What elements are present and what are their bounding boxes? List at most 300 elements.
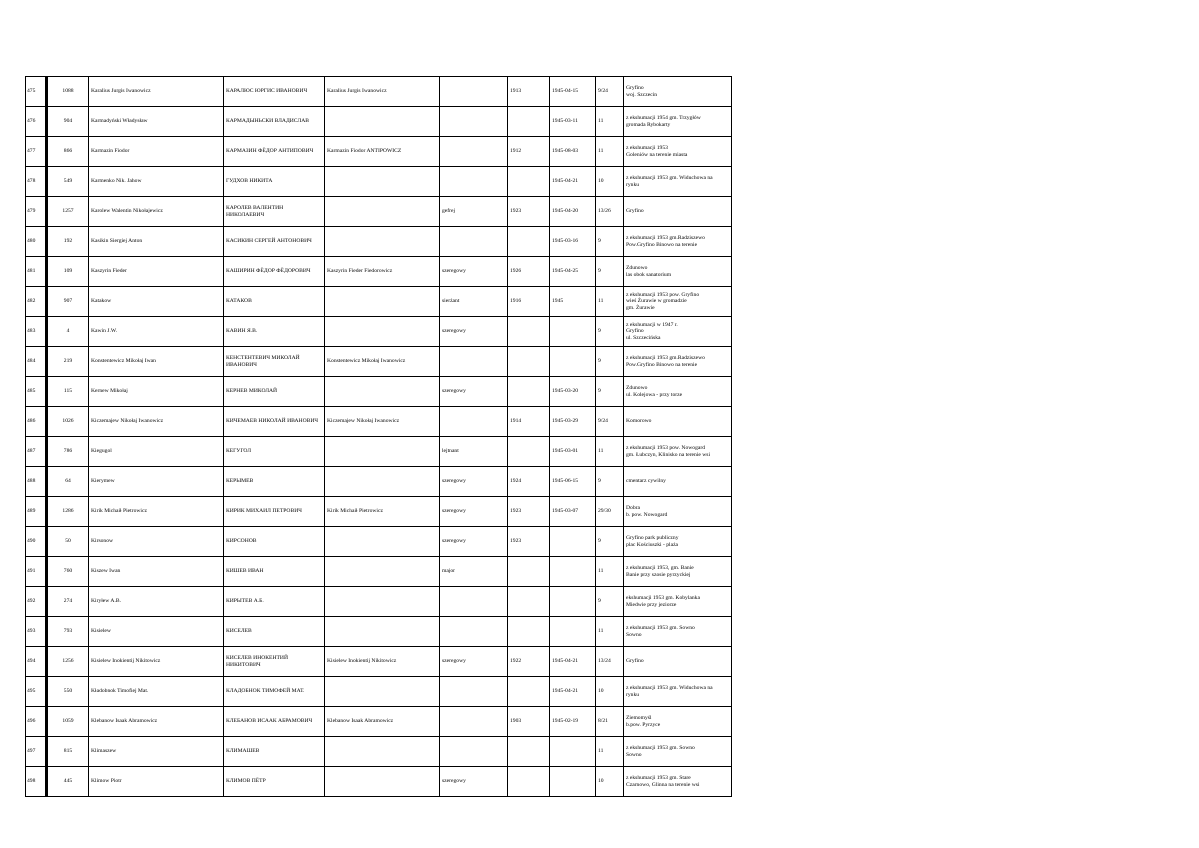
alternate-name-cell <box>325 737 440 767</box>
birth-year-cell: 1924 <box>508 467 550 497</box>
death-date-cell: 1945-03-11 <box>550 107 596 137</box>
death-date-cell: 1945-04-21 <box>550 677 596 707</box>
burial-place-line: Miedwie przy jeziorze <box>626 601 677 608</box>
alternate-name-cell <box>325 197 440 227</box>
burial-place-line: b.pow. Pyrzyce <box>626 721 661 728</box>
row-number-cell: 488 <box>26 467 47 497</box>
record-id-cell: 64 <box>47 467 89 497</box>
birth-year-cell <box>508 317 550 347</box>
latin-name-cell: Karalius Jurgis Iwanowicz <box>89 77 224 107</box>
burial-place-line: z ekshumacji w 1947 r. <box>626 321 678 328</box>
register-rows <box>26 77 732 797</box>
latin-name-cell: Katakow <box>89 287 224 317</box>
alternate-name-cell <box>325 557 440 587</box>
latin-name-cell: Kiszew Iwan <box>89 557 224 587</box>
alternate-name-cell: Kaszyrin Fieder Fiedorowicz <box>325 257 440 287</box>
burial-place-line: b. pow. Nowogard <box>626 511 668 518</box>
rank-cell: szeregowy <box>440 497 508 527</box>
latin-name-cell: Kawin J.W. <box>89 317 224 347</box>
burial-place-cell <box>624 167 732 197</box>
burial-place-cell <box>624 617 732 647</box>
burial-place-line: z ekshumacji 1953 gm. Sowno <box>626 745 695 752</box>
table-row <box>26 197 732 227</box>
table-row <box>26 347 732 377</box>
death-date-cell: 1945-04-25 <box>550 257 596 287</box>
cyrillic-name-cell: КЛАДОБНОК ТИМОФЕЙ МАТ. <box>224 677 325 707</box>
birth-year-cell <box>508 767 550 797</box>
table-row <box>26 557 732 587</box>
rank-cell <box>440 347 508 377</box>
cyrillic-name-cell: КАШИРИН ФЁДОР ФЁДОРОВИЧ <box>224 257 325 287</box>
burial-place-line: wieś Żurawie w gromadzie <box>626 298 687 305</box>
burial-place-line: Pow.Gryfino Binowo na terenie <box>626 241 698 248</box>
row-number-cell: 479 <box>26 197 47 227</box>
alternate-name-cell <box>325 617 440 647</box>
burial-place-line: gm. Łubczyn, Klinisko na terenie wsi <box>626 451 711 458</box>
table-row <box>26 137 732 167</box>
grave-number-cell: 8/21 <box>596 707 624 737</box>
latin-name-cell: Kisielew Inokientij Nikitowicz <box>89 647 224 677</box>
grave-number-cell: 10 <box>596 767 624 797</box>
burial-place-cell <box>624 767 732 797</box>
cyrillic-name-cell: КАВИН Я.В. <box>224 317 325 347</box>
burial-place-cell <box>624 437 732 467</box>
death-date-cell <box>550 617 596 647</box>
table-row <box>26 167 732 197</box>
row-number-cell: 477 <box>26 137 47 167</box>
grave-number-cell: 9 <box>596 527 624 557</box>
burial-place-cell <box>624 137 732 167</box>
burial-place-line: Banie przy szosie pyrzyckiej <box>626 571 691 578</box>
cyrillic-name-cell: КЛЕБАНОВ ИСААК АБРАМОВИЧ <box>224 707 325 737</box>
row-number-cell: 493 <box>26 617 47 647</box>
burial-place-cell <box>624 197 732 227</box>
birth-year-cell <box>508 347 550 377</box>
grave-number-cell: 13/24 <box>596 647 624 677</box>
row-number-cell: 482 <box>26 287 47 317</box>
latin-name-cell: Kernew Mikołaj <box>89 377 224 407</box>
grave-number-cell: 9 <box>596 467 624 497</box>
burial-place-line: Gryfino <box>626 208 644 215</box>
latin-name-cell: Kładobnok Timofiej Mat. <box>89 677 224 707</box>
cyrillic-name-cell: КАРМАДЫНЬСКИ ВЛАДИСЛАВ <box>224 107 325 137</box>
cyrillic-name-cell: КИРИК МИХАИЛ ПЕТРОВИЧ <box>224 497 325 527</box>
burial-place-cell <box>624 647 732 677</box>
grave-number-cell: 9 <box>596 257 624 287</box>
burial-place-cell <box>624 497 732 527</box>
death-date-cell <box>550 767 596 797</box>
grave-number-cell: 11 <box>596 137 624 167</box>
death-date-cell: 1945-08-03 <box>550 137 596 167</box>
latin-name-cell: Karmadyński Władysław <box>89 107 224 137</box>
birth-year-cell: 1922 <box>508 647 550 677</box>
birth-year-cell <box>508 227 550 257</box>
table-row <box>26 287 732 317</box>
latin-name-cell: Kiczemajew Nikołaj Iwanowicz <box>89 407 224 437</box>
birth-year-cell: 1916 <box>508 287 550 317</box>
rank-cell <box>440 167 508 197</box>
rank-cell: szeregowy <box>440 767 508 797</box>
burial-place-line: Zdunowo <box>626 385 648 392</box>
cyrillic-name-cell: КАРМАЗИН ФЁДОР АНТИПОВИЧ <box>224 137 325 167</box>
burial-place-line: Sowno <box>626 631 642 638</box>
burial-place-cell <box>624 587 732 617</box>
grave-number-cell: 9 <box>596 227 624 257</box>
grave-number-cell: 9 <box>596 377 624 407</box>
grave-number-cell: 9 <box>596 317 624 347</box>
latin-name-cell: Kirsonow <box>89 527 224 557</box>
alternate-name-cell <box>325 767 440 797</box>
rank-cell: sierżant <box>440 287 508 317</box>
burial-place-cell <box>624 317 732 347</box>
row-number-cell: 494 <box>26 647 47 677</box>
burial-place-line: Komorowo <box>626 418 652 425</box>
table-row <box>26 227 732 257</box>
burial-register-table <box>25 76 732 797</box>
record-id-cell: 1088 <box>47 77 89 107</box>
row-number-cell: 490 <box>26 527 47 557</box>
rank-cell <box>440 737 508 767</box>
death-date-cell: 1945-03-01 <box>550 437 596 467</box>
record-id-cell: 1059 <box>47 707 89 737</box>
record-id-cell: 907 <box>47 287 89 317</box>
alternate-name-cell <box>325 317 440 347</box>
row-number-cell: 495 <box>26 677 47 707</box>
birth-year-cell <box>508 167 550 197</box>
table-row <box>26 677 732 707</box>
table-row <box>26 407 732 437</box>
grave-number-cell: 10 <box>596 167 624 197</box>
table-row <box>26 617 732 647</box>
table-row <box>26 467 732 497</box>
latin-name-cell: Karmazin Fiodor <box>89 137 224 167</box>
table-row <box>26 437 732 467</box>
grave-number-cell: 9/24 <box>596 77 624 107</box>
burial-place-cell <box>624 107 732 137</box>
rank-cell <box>440 617 508 647</box>
rank-cell: lejtnant <box>440 437 508 467</box>
row-number-cell: 476 <box>26 107 47 137</box>
row-number-cell: 478 <box>26 167 47 197</box>
latin-name-cell: Kaszyrin Fieder <box>89 257 224 287</box>
death-date-cell: 1945-04-21 <box>550 167 596 197</box>
burial-place-line: rynku <box>626 691 640 698</box>
burial-place-cell <box>624 467 732 497</box>
burial-place-line: z ekshumacji 1953, gm. Banie <box>626 565 694 572</box>
row-number-cell: 496 <box>26 707 47 737</box>
death-date-cell: 1945-03-07 <box>550 497 596 527</box>
rank-cell <box>440 707 508 737</box>
birth-year-cell <box>508 377 550 407</box>
rank-cell: szeregowy <box>440 257 508 287</box>
table-row <box>26 647 732 677</box>
grave-number-cell: 11 <box>596 437 624 467</box>
burial-place-line: z ekshumacji 1954 gm. Trzygłów <box>626 115 701 122</box>
birth-year-cell: 1903 <box>508 707 550 737</box>
alternate-name-cell <box>325 167 440 197</box>
cyrillic-name-cell: КИСЕЛЕВ <box>224 617 325 647</box>
latin-name-cell: Kasikin Siergiej Anton <box>89 227 224 257</box>
birth-year-cell: 1923 <box>508 497 550 527</box>
burial-place-line: woj. Szczecin <box>626 91 658 98</box>
burial-place-line: Gryfino <box>626 328 644 335</box>
rank-cell <box>440 677 508 707</box>
alternate-name-cell <box>325 227 440 257</box>
cyrillic-name-cell: КЕРЫМЕВ <box>224 467 325 497</box>
burial-place-cell <box>624 257 732 287</box>
grave-number-cell: 9 <box>596 347 624 377</box>
cyrillic-name-cell: КИСЕЛЕВ ИНОКЕНТИЙ НИКИТОВИЧ <box>224 647 325 677</box>
alternate-name-cell <box>325 437 440 467</box>
death-date-cell: 1945-02-19 <box>550 707 596 737</box>
row-number-cell: 483 <box>26 317 47 347</box>
record-id-cell: 550 <box>47 677 89 707</box>
death-date-cell: 1945-04-15 <box>550 77 596 107</box>
table-row <box>26 527 732 557</box>
alternate-name-cell: Kisielew Inokientij Nikitowicz <box>325 647 440 677</box>
burial-place-line: Goleniów na terenie miasta <box>626 151 688 158</box>
burial-place-line: z ekshumacji 1953 <box>626 145 668 152</box>
rank-cell: szeregowy <box>440 647 508 677</box>
burial-place-cell <box>624 677 732 707</box>
record-id-cell: 904 <box>47 107 89 137</box>
alternate-name-cell: Klebanow Isaak Abramowicz <box>325 707 440 737</box>
burial-place-line: Gryfino park publiczny <box>626 535 679 542</box>
table-row <box>26 377 732 407</box>
burial-place-cell <box>624 287 732 317</box>
birth-year-cell <box>508 107 550 137</box>
death-date-cell <box>550 527 596 557</box>
grave-number-cell: 11 <box>596 287 624 317</box>
cyrillic-name-cell: КИРСОНОВ <box>224 527 325 557</box>
burial-place-line: cmentarz cywilny <box>626 478 666 485</box>
burial-place-line: Pow.Gryfino Binowo na terenie <box>626 361 698 368</box>
grave-number-cell: 10 <box>596 677 624 707</box>
cyrillic-name-cell: КИШЕВ ИВАН <box>224 557 325 587</box>
burial-place-cell <box>624 377 732 407</box>
burial-place-cell <box>624 557 732 587</box>
grave-number-cell: 9 <box>596 587 624 617</box>
death-date-cell: 1945-06-15 <box>550 467 596 497</box>
grave-number-cell: 29/30 <box>596 497 624 527</box>
death-date-cell: 1945-03-20 <box>550 377 596 407</box>
alternate-name-cell <box>325 527 440 557</box>
burial-place-line: z ekshumacji 1953 pow. Gryfino <box>626 291 700 298</box>
rank-cell <box>440 587 508 617</box>
latin-name-cell: Klimaszew <box>89 737 224 767</box>
rank-cell: major <box>440 557 508 587</box>
rank-cell: szeregowy <box>440 527 508 557</box>
birth-year-cell: 1914 <box>508 407 550 437</box>
grave-number-cell: 13/26 <box>596 197 624 227</box>
cyrillic-name-cell: КЛИМАШЕВ <box>224 737 325 767</box>
record-id-cell: 1286 <box>47 497 89 527</box>
alternate-name-cell <box>325 287 440 317</box>
alternate-name-cell: Karmazin Fiodor ANTIPOWICZ <box>325 137 440 167</box>
rank-cell <box>440 77 508 107</box>
latin-name-cell: Konstentewicz Mikołaj Iwan <box>89 347 224 377</box>
death-date-cell: 1945-04-20 <box>550 197 596 227</box>
burial-place-line: Czarnowo, Glinna na terenie wsi <box>626 781 700 788</box>
burial-place-cell <box>624 737 732 767</box>
cyrillic-name-cell: КАТАКОВ <box>224 287 325 317</box>
table-row <box>26 497 732 527</box>
record-id-cell: 866 <box>47 137 89 167</box>
latin-name-cell: Kirik Michaił Pietrowicz <box>89 497 224 527</box>
burial-place-line: Gryfino <box>626 658 644 665</box>
row-number-cell: 491 <box>26 557 47 587</box>
table-row <box>26 107 732 137</box>
burial-place-line: z ekshumacji 1953 pow. Nowogard <box>626 445 706 452</box>
latin-name-cell: Karolew Walentin Nikołajewicz <box>89 197 224 227</box>
table-row <box>26 587 732 617</box>
alternate-name-cell: Kiczemajew Nikołaj Iwanowicz <box>325 407 440 437</box>
rank-cell: gefrej <box>440 197 508 227</box>
alternate-name-cell: Konstentewicz Mikołaj Iwanowicz <box>325 347 440 377</box>
row-number-cell: 487 <box>26 437 47 467</box>
rank-cell: szeregowy <box>440 317 508 347</box>
burial-place-line: rynku <box>626 181 640 188</box>
cyrillic-name-cell: ГУДХОВ НИКИТА <box>224 167 325 197</box>
record-id-cell: 192 <box>47 227 89 257</box>
row-number-cell: 485 <box>26 377 47 407</box>
burial-place-cell <box>624 707 732 737</box>
record-id-cell: 109 <box>47 257 89 287</box>
burial-place-cell <box>624 227 732 257</box>
row-number-cell: 486 <box>26 407 47 437</box>
record-id-cell: 793 <box>47 617 89 647</box>
grave-number-cell: 11 <box>596 107 624 137</box>
row-number-cell: 497 <box>26 737 47 767</box>
burial-place-cell <box>624 77 732 107</box>
birth-year-cell: 1923 <box>508 527 550 557</box>
rank-cell: szeregowy <box>440 467 508 497</box>
latin-name-cell: Kiegugol <box>89 437 224 467</box>
record-id-cell: 1026 <box>47 407 89 437</box>
cyrillic-name-cell: КЕНСТЕНТЕВИЧ МИКОЛАЙ ИВАНОВИЧ <box>224 347 325 377</box>
grave-number-cell: 11 <box>596 557 624 587</box>
death-date-cell <box>550 317 596 347</box>
birth-year-cell: 1913 <box>508 77 550 107</box>
alternate-name-cell <box>325 587 440 617</box>
death-date-cell <box>550 587 596 617</box>
rank-cell <box>440 227 508 257</box>
record-id-cell: 115 <box>47 377 89 407</box>
burial-place-cell <box>624 347 732 377</box>
death-date-cell <box>550 557 596 587</box>
grave-number-cell: 9/24 <box>596 407 624 437</box>
alternate-name-cell <box>325 107 440 137</box>
cyrillic-name-cell: КИРЫТЕВ А.Б. <box>224 587 325 617</box>
table-row <box>26 767 732 797</box>
burial-place-line: Gryfino <box>626 85 644 92</box>
burial-place-line: plac Kościuszki - plaża <box>626 541 679 548</box>
cyrillic-name-cell: КАРАЛЮС ЮРГИС ИВАНОВИЧ <box>224 77 325 107</box>
latin-name-cell: Klimow Piotr <box>89 767 224 797</box>
row-number-cell: 484 <box>26 347 47 377</box>
grave-number-cell: 11 <box>596 737 624 767</box>
row-number-cell: 498 <box>26 767 47 797</box>
burial-place-cell <box>624 527 732 557</box>
alternate-name-cell: Karalius Jurgis Iwanowicz <box>325 77 440 107</box>
burial-place-line: gm. Żurawie <box>626 304 655 311</box>
row-number-cell: 480 <box>26 227 47 257</box>
death-date-cell <box>550 737 596 767</box>
rank-cell <box>440 107 508 137</box>
row-number-cell: 492 <box>26 587 47 617</box>
burial-place-line: z ekshumacji 1953 gm.Radziszewo <box>626 235 705 242</box>
burial-place-line: las obok sanatorium <box>626 271 672 278</box>
record-id-cell: 274 <box>47 587 89 617</box>
birth-year-cell <box>508 677 550 707</box>
alternate-name-cell: Kirik Michaił Pietrowicz <box>325 497 440 527</box>
row-number-cell: 481 <box>26 257 47 287</box>
birth-year-cell: 1926 <box>508 257 550 287</box>
cyrillic-name-cell: КАРОЛЕВ ВАЛЕНТИН НИКОЛАЕВИЧ <box>224 197 325 227</box>
birth-year-cell: 1912 <box>508 137 550 167</box>
latin-name-cell: Kierymew <box>89 467 224 497</box>
record-id-cell: 1256 <box>47 647 89 677</box>
birth-year-cell <box>508 737 550 767</box>
birth-year-cell <box>508 587 550 617</box>
death-date-cell: 1945-04-21 <box>550 647 596 677</box>
record-id-cell: 786 <box>47 437 89 467</box>
latin-name-cell: Karmenko Nik. Jahow <box>89 167 224 197</box>
burial-place-cell <box>624 407 732 437</box>
latin-name-cell: Kisielew <box>89 617 224 647</box>
row-number-cell: 489 <box>26 497 47 527</box>
burial-place-line: z ekshumacji 1953 gm. Widuchowa na <box>626 175 713 182</box>
grave-number-cell: 11 <box>596 617 624 647</box>
cyrillic-name-cell: КИЧЕМАЕВ НИКОЛАЙ ИВАНОВИЧ <box>224 407 325 437</box>
latin-name-cell: Kiryłew A.B. <box>89 587 224 617</box>
death-date-cell <box>550 347 596 377</box>
birth-year-cell: 1923 <box>508 197 550 227</box>
alternate-name-cell <box>325 677 440 707</box>
burial-place-line: Sowno <box>626 751 642 758</box>
table-row <box>26 317 732 347</box>
burial-place-line: Ziemomyśl <box>626 715 652 722</box>
burial-place-line: z ekshumacji 1953 gm.Radziszewo <box>626 355 705 362</box>
death-date-cell: 1945 <box>550 287 596 317</box>
record-id-cell: 4 <box>47 317 89 347</box>
row-number-cell: 475 <box>26 77 47 107</box>
record-id-cell: 219 <box>47 347 89 377</box>
cyrillic-name-cell: КЛИМОВ ПЁТР <box>224 767 325 797</box>
record-id-cell: 50 <box>47 527 89 557</box>
record-id-cell: 549 <box>47 167 89 197</box>
record-id-cell: 445 <box>47 767 89 797</box>
alternate-name-cell <box>325 467 440 497</box>
burial-place-line: Zdunowo <box>626 265 648 272</box>
record-id-cell: 760 <box>47 557 89 587</box>
table-row <box>26 737 732 767</box>
burial-place-line: ekshumacji 1953 gm. Kobylanka <box>626 595 700 602</box>
burial-place-line: z ekshumacji 1953 gm. Stare <box>626 775 691 782</box>
rank-cell: szeregowy <box>440 377 508 407</box>
cyrillic-name-cell: КЕРНЕВ МИКОЛАЙ <box>224 377 325 407</box>
table-row <box>26 77 732 107</box>
birth-year-cell <box>508 437 550 467</box>
death-date-cell: 1945-03-16 <box>550 227 596 257</box>
burial-place-line: Dobra <box>626 505 640 512</box>
record-id-cell: 1257 <box>47 197 89 227</box>
table-row <box>26 257 732 287</box>
death-date-cell: 1945-03-29 <box>550 407 596 437</box>
rank-cell <box>440 407 508 437</box>
table-row <box>26 707 732 737</box>
burial-place-line: ul. Szczecińska <box>626 334 661 341</box>
